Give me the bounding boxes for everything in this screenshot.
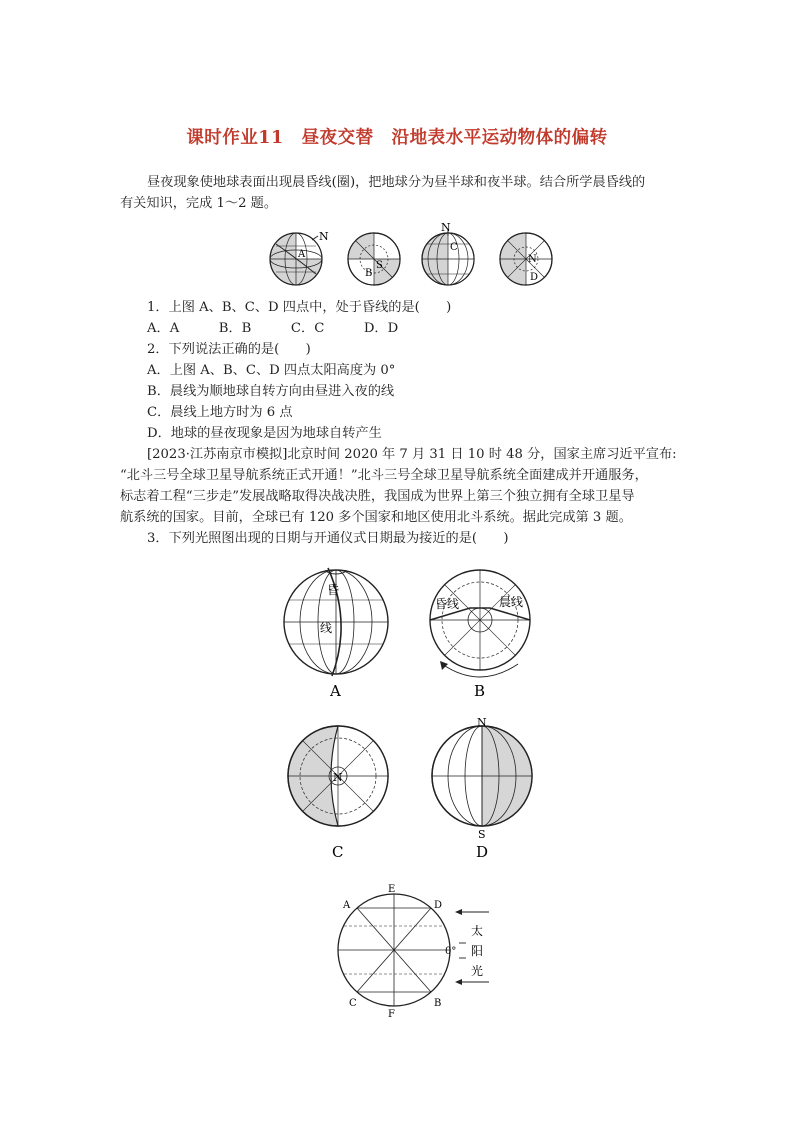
fig3-label-zero-degree: 0° <box>445 946 457 957</box>
fig2-a-xian: 线 <box>320 621 333 635</box>
fig2-label-c: C <box>332 843 344 861</box>
q1-options: A．A B．B C．C D．D <box>147 321 399 336</box>
fig3-sun-2: 阳 <box>471 944 484 958</box>
passage-line-1: [2023·江苏南京市模拟]北京时间 2020 年 7 月 31 日 10 时 48 分，国家主席习近平宣布: <box>147 447 677 462</box>
fig2-d-n: N <box>477 716 487 729</box>
fig3-label-d: D <box>434 900 443 911</box>
fig2-a-hun: 昏 <box>327 583 340 597</box>
fig3-label-b: B <box>434 998 442 1009</box>
intro-line-2: 有关知识，完成 1～2 题。 <box>120 196 278 211</box>
globe-1 <box>270 233 322 285</box>
q1-stem: 1．上图 A、B、C、D 四点中，处于昏线的是( ) <box>147 300 452 315</box>
fig2-b-chenxian: 晨线 <box>499 595 524 609</box>
fig2-label-a: A <box>330 682 341 700</box>
q2-option-a: A．上图 A、B、C、D 四点太阳高度为 0° <box>147 363 396 378</box>
fig3-label-e: E <box>388 884 396 895</box>
passage-line-3: 标志着工程“三步走”发展战略取得决战决胜，我国成为世界上第三个独立拥有全球卫星导 <box>120 489 635 504</box>
globe-d <box>432 726 532 826</box>
figure-2-globes <box>280 560 542 865</box>
fig2-b-hunxian: 昏线 <box>435 597 460 611</box>
fig3-sun-3: 光 <box>471 964 484 978</box>
fig1-label-c: C <box>450 242 458 253</box>
q2-option-d: D．地球的昼夜现象是因为地球自转产生 <box>147 426 382 441</box>
fig2-d-s: S <box>478 828 486 841</box>
fig2-label-d: D <box>476 843 489 861</box>
globe-b <box>430 570 530 677</box>
q2-option-c: C．晨线上地方时为 6 点 <box>147 405 293 420</box>
fig1-label-n1: N <box>319 230 329 243</box>
fig1-label-d: D <box>530 272 539 283</box>
fig1-label-n3: N <box>441 222 451 234</box>
q3-stem: 3．下列光照图出现的日期与开通仪式日期最为接近的是( ) <box>147 531 509 546</box>
q2-option-b: B．晨线为顺地球自转方向由昼进入夜的线 <box>147 384 395 399</box>
passage-line-2: “北斗三号全球卫星导航系统正式开通！”北斗三号全球卫星导航系统全面建成并开通服务， <box>120 468 648 483</box>
page-title: 课时作业11 昼夜交替 沿地表水平运动物体的偏转 <box>186 128 608 148</box>
fig1-label-b: B <box>365 268 373 279</box>
intro-line-1: 昼夜现象使地球表面出现晨昏线(圈)，把地球分为昼半球和夜半球。结合所学晨昏线的 <box>147 175 646 190</box>
fig1-label-a: A <box>298 249 306 260</box>
figure-1-globes <box>262 222 562 292</box>
globe-2 <box>348 233 400 285</box>
globe-4 <box>500 233 552 285</box>
fig3-sun-1: 太 <box>471 924 484 938</box>
fig3-label-f: F <box>388 1009 395 1020</box>
fig2-c-n: N <box>333 771 343 784</box>
fig3-label-c: C <box>349 998 357 1009</box>
fig2-label-b: B <box>474 682 486 700</box>
q2-stem: 2．下列说法正确的是( ) <box>147 342 311 357</box>
globe-3 <box>422 230 474 285</box>
passage-line-4: 航系统的国家。目前，全球已有 120 多个国家和地区使用北斗系统。据此完成第 3 题。 <box>120 510 632 525</box>
figure-3-sunlight-globe <box>334 884 504 1020</box>
fig1-label-s: S <box>376 260 383 271</box>
fig3-label-a: A <box>343 900 351 911</box>
fig1-label-n4: N <box>528 254 537 265</box>
